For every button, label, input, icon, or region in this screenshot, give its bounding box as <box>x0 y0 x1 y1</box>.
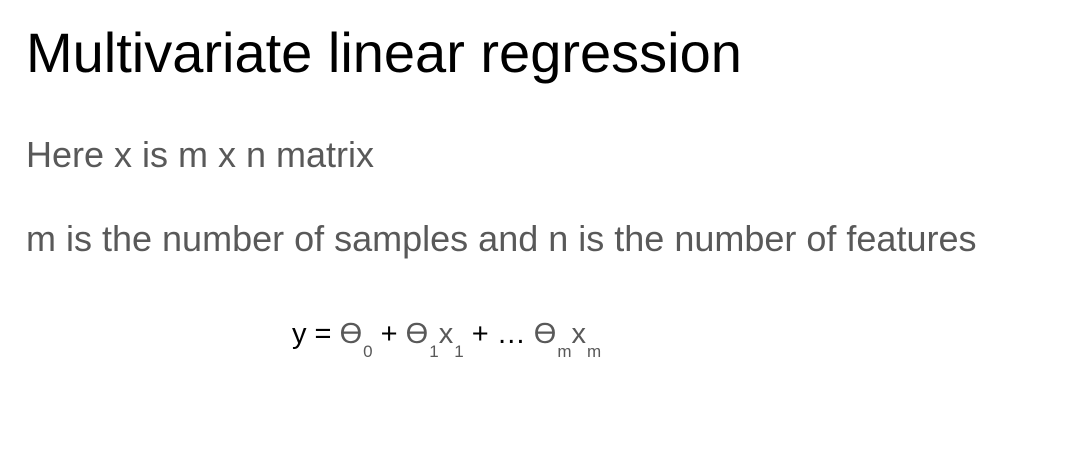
body-text-matrix: Here x is m x n matrix <box>26 134 375 175</box>
subscript-theta-1: 1 <box>429 342 439 361</box>
x-m: x <box>571 318 586 350</box>
theta-1: ϴ <box>405 318 429 350</box>
subscript-x-m: m <box>587 342 602 361</box>
theta-0: ϴ <box>339 318 363 350</box>
body-text-definitions: m is the number of samples and n is the number of features <box>26 218 977 259</box>
regression-formula <box>292 316 602 361</box>
x-1: x <box>438 318 454 350</box>
slide-title: Multivariate linear regression <box>26 21 742 84</box>
subscript-0: 0 <box>363 342 373 361</box>
formula-lhs: y = <box>292 318 340 350</box>
plus-sign: + <box>372 318 406 350</box>
subscript-x-1: 1 <box>454 342 464 361</box>
subscript-theta-m: m <box>557 342 572 361</box>
theta-m: ϴ <box>533 318 557 350</box>
ellipsis: + … <box>463 318 534 350</box>
